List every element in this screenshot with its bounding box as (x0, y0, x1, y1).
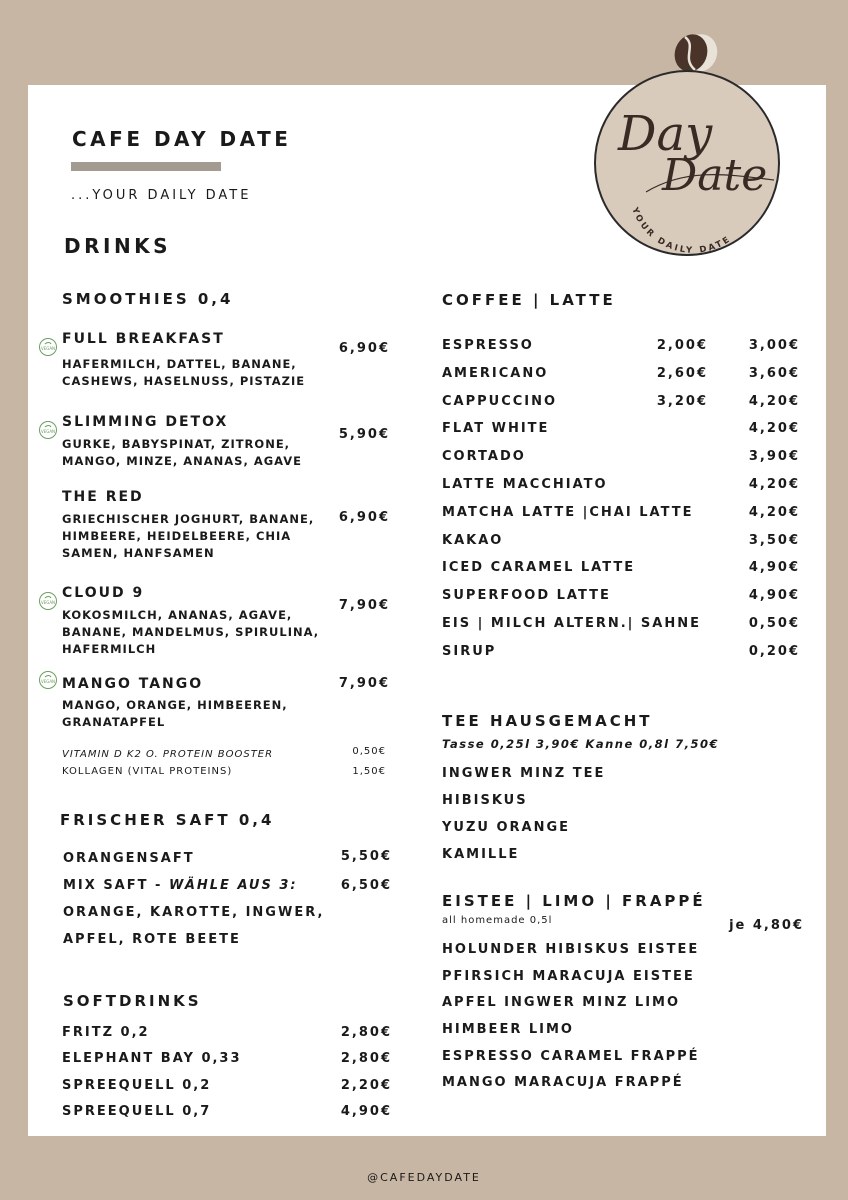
tee-item: YUZU ORANGE (442, 820, 571, 835)
addon-price: 0,50€ (352, 746, 386, 757)
saft-mix-note: WÄHLE AUS 3: (168, 878, 298, 893)
softdrink-name: SPREEQUELL 0,2 (62, 1078, 212, 1093)
coffee-price-large: 3,00€ (748, 338, 800, 353)
softdrink-name: FRITZ 0,2 (62, 1025, 150, 1040)
coffee-price-large: 4,90€ (748, 588, 800, 604)
coffee-price-large: 4,20€ (748, 393, 800, 409)
saft-mix-name: MIX SAFT - (63, 878, 169, 893)
saft-item-price: 6,50€ (340, 878, 392, 893)
logo-badge (594, 70, 780, 256)
smoothie-price: 6,90€ (338, 341, 390, 356)
coffee-item-name: AMERICANO (442, 365, 549, 381)
addon-name: KOLLAGEN (VITAL PROTEINS) (62, 766, 233, 777)
smoothie-price: 5,90€ (338, 427, 390, 442)
eistee-price: je 4,80€ (729, 918, 804, 933)
saft-options: ORANGE, KAROTTE, INGWER, (63, 905, 325, 920)
smoothie-desc: GRIECHISCHER JOGHURT, BANANE, HIMBEERE, HEIDELBEERE, CHIA SAMEN, HANFSAMEN (62, 512, 315, 560)
coffee-price-large: 3,90€ (748, 449, 800, 465)
vegan-icon (39, 592, 57, 610)
vegan-icon (39, 338, 57, 356)
vegan-icon (39, 671, 57, 689)
smoothie-price: 7,90€ (338, 676, 390, 691)
coffee-price-large: 3,50€ (748, 532, 800, 548)
smoothie-desc: MANGO, ORANGE, HIMBEEREN, GRANATAPFEL (62, 698, 288, 729)
softdrink-name: SPREEQUELL 0,7 (62, 1104, 212, 1119)
coffee-item-name: SUPERFOOD LATTE (442, 588, 611, 604)
softdrink-price: 2,80€ (340, 1025, 392, 1040)
svg-text:YOUR DAILY DATE (629, 205, 734, 254)
logo-script-day: Day (618, 106, 713, 162)
eistee-item: HOLUNDER HIBISKUS EISTEE (442, 942, 700, 957)
softdrink-name: ELEPHANT BAY 0,33 (62, 1051, 242, 1066)
saft-mix-row (63, 878, 298, 893)
tee-item: HIBISKUS (442, 793, 528, 808)
smoothie-desc: GURKE, BABYSPINAT, ZITRONE, MANGO, MINZE, ANANAS, AGAVE (62, 437, 303, 468)
coffee-item-name: SIRUP (442, 643, 497, 659)
coffee-item-name: CAPPUCCINO (442, 393, 558, 409)
coffee-price-small: 3,20€ (656, 393, 708, 409)
coffee-price-small: 2,60€ (656, 365, 708, 381)
coffee-price-large: 0,20€ (748, 643, 800, 659)
smoothie-name: CLOUD 9 (62, 585, 145, 601)
brand-underline (71, 162, 221, 171)
coffee-price-large: 3,60€ (748, 365, 800, 381)
coffee-item-name: ICED CARAMEL LATTE (442, 560, 636, 576)
smoothies-title: SMOOTHIES 0,4 (62, 290, 234, 308)
coffee-item-name: FLAT WHITE (442, 421, 550, 437)
eistee-item: MANGO MARACUJA FRAPPÉ (442, 1075, 684, 1090)
coffee-item-name: MATCHA LATTE |CHAI LATTE (442, 504, 694, 520)
svg-text:VEGAN: VEGAN (40, 679, 56, 684)
brand-tagline: ...YOUR DAILY DATE (71, 188, 252, 203)
coffee-price-large: 4,20€ (748, 504, 800, 520)
coffee-item-name: EIS | MILCH ALTERN.| SAHNE (442, 616, 701, 631)
smoothie-price: 6,90€ (338, 510, 390, 525)
coffee-bean-icon (671, 32, 723, 74)
saft-title: FRISCHER SAFT 0,4 (60, 811, 275, 829)
smoothie-name: MANGO TANGO (62, 676, 204, 692)
saft-item-name: ORANGENSAFT (63, 851, 195, 866)
softdrink-price: 4,90€ (340, 1104, 392, 1119)
coffee-item-name: KAKAO (442, 532, 504, 548)
smoothie-desc: HAFERMILCH, DATTEL, BANANE, CASHEWS, HASELNUSS, PISTAZIE (62, 357, 306, 388)
tee-item: INGWER MINZ TEE (442, 766, 606, 781)
eistee-item: HIMBEER LIMO (442, 1022, 574, 1037)
tee-subtitle: Tasse 0,25l 3,90€ Kanne 0,8l 7,50€ (442, 737, 719, 751)
addon-name: VITAMIN D K2 O. PROTEIN BOOSTER (62, 749, 274, 760)
coffee-item-name: CORTADO (442, 449, 526, 465)
coffee-price-small: 2,00€ (656, 338, 708, 353)
coffee-price-large: 4,20€ (748, 477, 800, 492)
coffee-price-large: 4,90€ (748, 560, 800, 576)
svg-text:VEGAN: VEGAN (40, 600, 56, 605)
addon-price: 1,50€ (352, 766, 386, 777)
saft-item-price: 5,50€ (340, 849, 392, 864)
eistee-item: APFEL INGWER MINZ LIMO (442, 995, 681, 1010)
logo-script-date: Date (662, 150, 768, 201)
smoothie-name: THE RED (62, 489, 144, 505)
eistee-item: PFIRSICH MARACUJA EISTEE (442, 969, 695, 984)
eistee-title: EISTEE | LIMO | FRAPPÉ (442, 892, 706, 910)
smoothie-price: 7,90€ (338, 598, 390, 613)
eistee-item: ESPRESSO CARAMEL FRAPPÉ (442, 1049, 700, 1064)
vegan-icon (39, 421, 57, 439)
softdrinks-title: SOFTDRINKS (63, 992, 202, 1010)
eistee-subtitle: all homemade 0,5l (442, 915, 553, 926)
coffee-price-large: 0,50€ (748, 616, 800, 631)
smoothie-name: FULL BREAKFAST (62, 331, 225, 347)
svg-text:VEGAN: VEGAN (40, 346, 56, 351)
brand-title: CAFE DAY DATE (72, 127, 292, 151)
smoothie-desc: KOKOSMILCH, ANANAS, AGAVE, BANANE, MANDELMUS, SPIRULINA, HAFERMILCH (62, 608, 320, 656)
drinks-heading: DRINKS (64, 234, 172, 258)
softdrink-price: 2,20€ (340, 1078, 392, 1093)
footer-handle: @CAFEDAYDATE (367, 1171, 481, 1184)
coffee-item-name: ESPRESSO (442, 338, 534, 353)
saft-options: APFEL, ROTE BEETE (63, 932, 241, 947)
coffee-title: COFFEE | LATTE (442, 291, 616, 309)
logo-arc-text: YOUR DAILY DATE (629, 206, 734, 254)
coffee-price-large: 4,20€ (748, 421, 800, 437)
svg-text:VEGAN: VEGAN (40, 429, 56, 434)
smoothie-name: SLIMMING DETOX (62, 414, 229, 430)
coffee-item-name: LATTE MACCHIATO (442, 477, 608, 492)
softdrink-price: 2,80€ (340, 1051, 392, 1066)
tee-item: KAMILLE (442, 847, 520, 862)
tee-title: TEE HAUSGEMACHT (442, 712, 653, 730)
